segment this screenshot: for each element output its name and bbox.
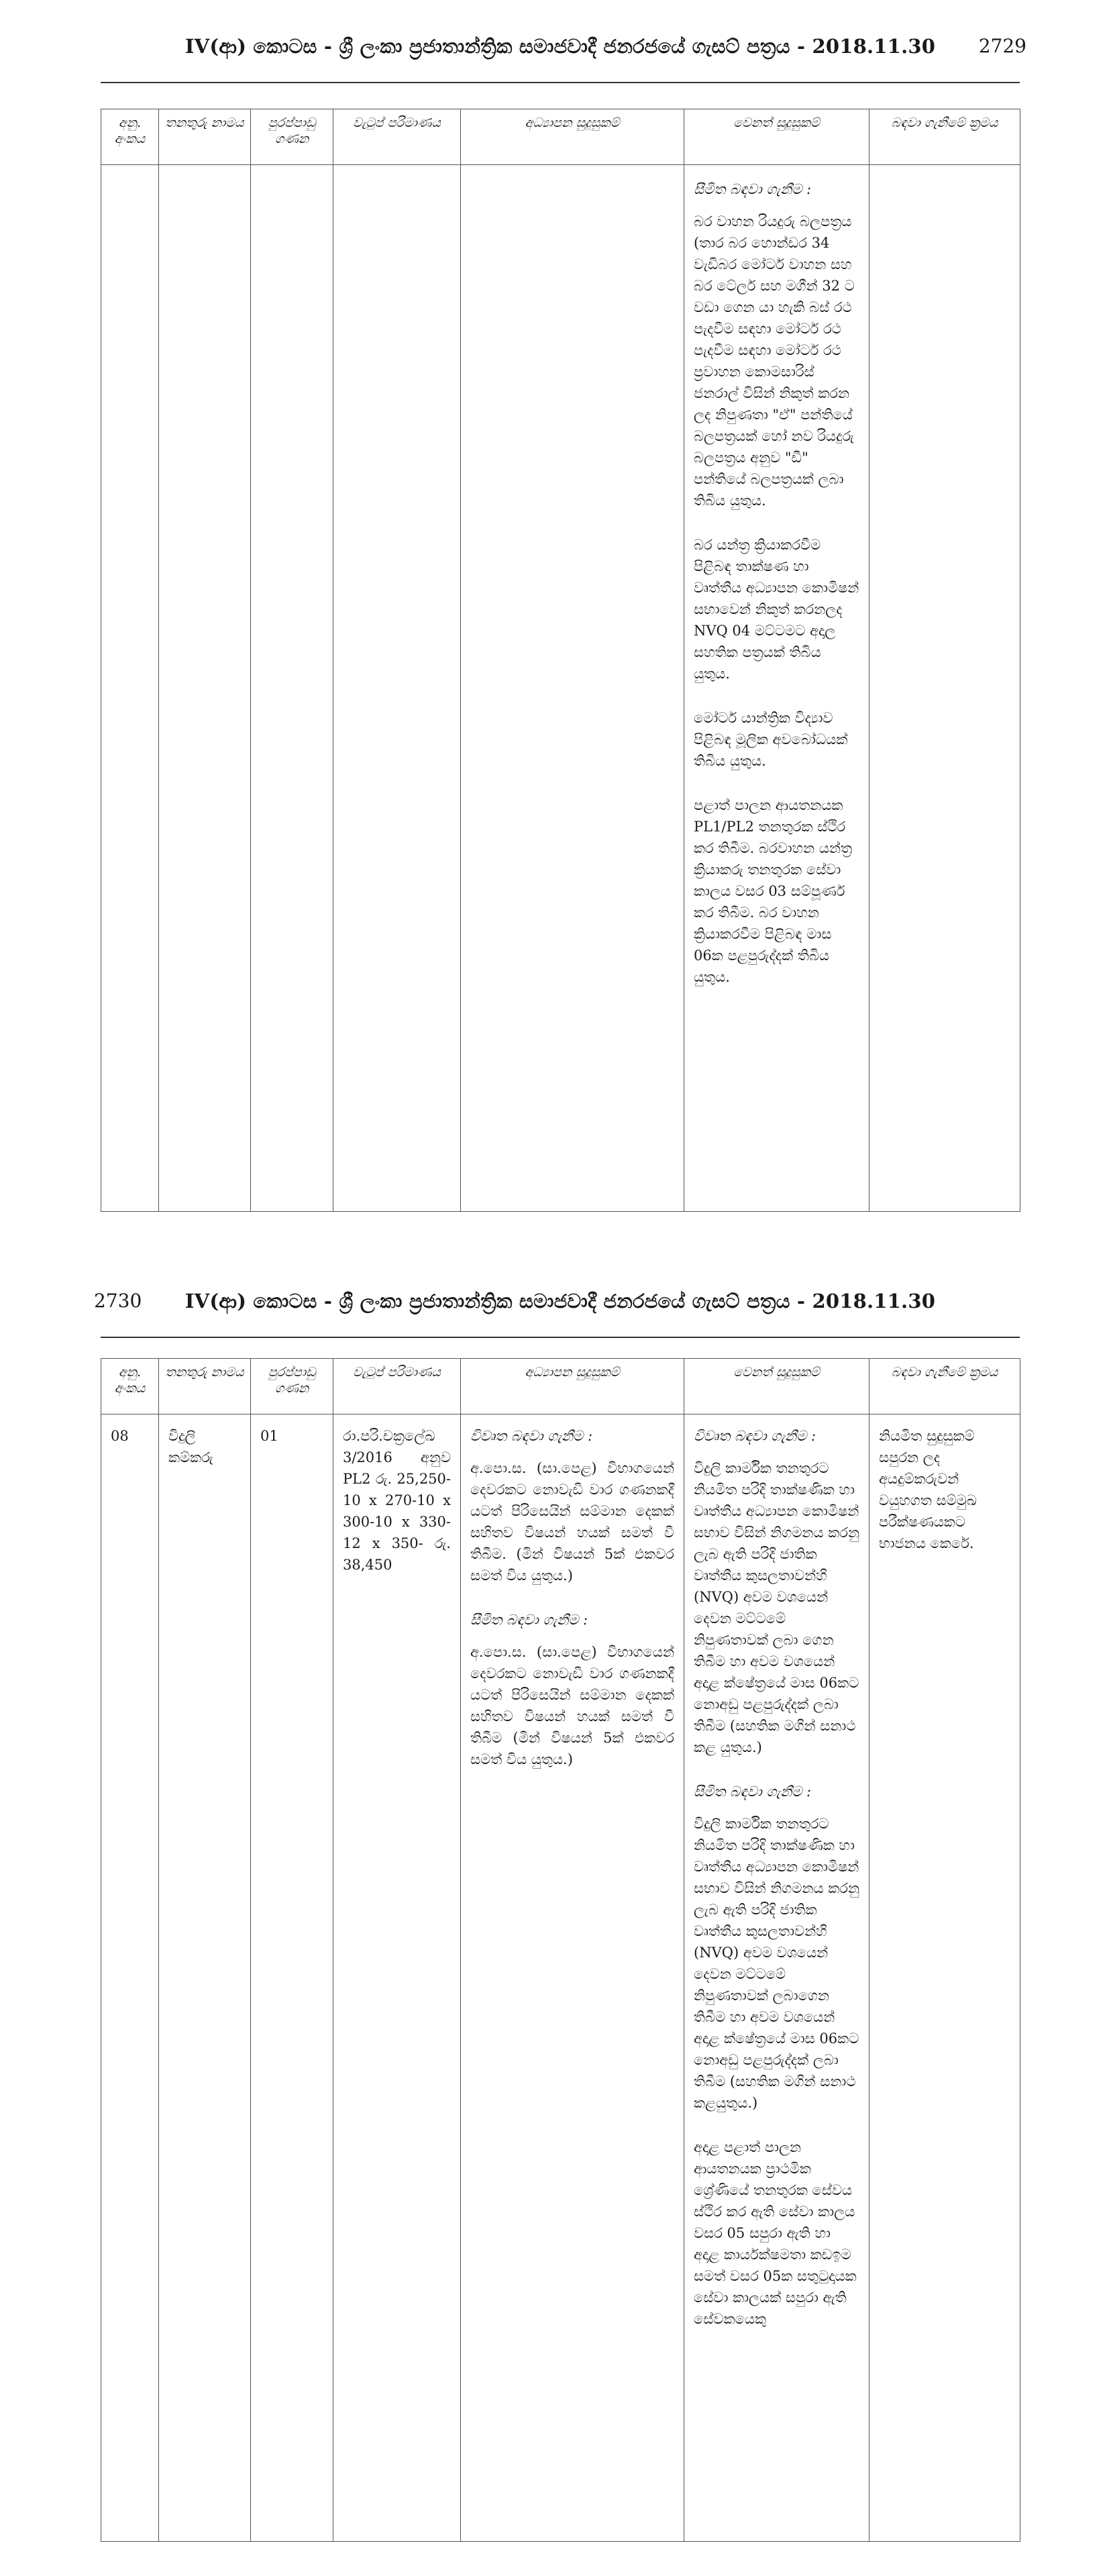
col-vacancies: පුරප්පාඩු ගණන bbox=[251, 109, 333, 165]
page-number: 2729 bbox=[978, 35, 1026, 57]
table-header-row bbox=[101, 109, 1020, 165]
header-rule bbox=[101, 1337, 1020, 1338]
col-post: තනතුරු නාමය bbox=[159, 109, 251, 165]
table-header-row bbox=[101, 1359, 1020, 1414]
other-limited-text: විදුලි කාර්මික තනතුරට නියමිත පරිදි තාක්ෂණික හා වෘත්තීය අධ්‍යාපන කොමිෂන් සභාව විසින් නිගමනය කරනු ලැබ ඇති පරිදි ජාතික වෘත්තීය කුසලතාවන්හි (NVQ) අවම වශයෙන් දෙවන මට්ටමේ නිපුණතාවක් ලබාගෙන තිබීම හා අවම වශයෙන් අදාළ ක්ෂේත්‍රයේ මාස 06කට නොඅඩු පළපුරුද්දක් ලබා තිබීම (සහතික මගින් සනාථ කළයුතුය.) bbox=[694, 1816, 860, 2111]
open-recruitment-heading: විවෘත බඳවා ගැනීම : bbox=[694, 1428, 816, 1444]
col-edu-qual: අධ්‍යාපන සුදුසුකම් bbox=[461, 109, 684, 165]
vacancies-cell: 01 bbox=[251, 1414, 333, 2542]
vacancy-table bbox=[101, 1358, 1020, 2542]
col-serial: අනු. අංකය bbox=[101, 109, 159, 165]
col-edu-qual: අධ්‍යාපන සුදුසුකම් bbox=[461, 1359, 684, 1414]
other-qualifications-cell bbox=[684, 1414, 869, 2542]
recruitment-method-text: නියමිත සුදුසුකම් සපුරන ලද අයදුම්කරුවන් වයුහගත සම්මුඛ පරීක්ෂණයකට භාජනය කෙරේ. bbox=[879, 1428, 977, 1551]
limited-recruitment-heading: සීමිත බඳවා ගැනීම : bbox=[694, 181, 812, 197]
qual-paragraph: මෝටර් යාන්ත්‍රික විද්‍යාව පිළිබඳ මූලික අවබෝධයක් තිබිය යුතුය. bbox=[694, 710, 848, 769]
col-serial: අනු. අංකය bbox=[101, 1359, 159, 1414]
page-number: 2730 bbox=[94, 1290, 142, 1312]
header-title: IV(ආ) කොටස - ශ්‍රී ලංකා ප්‍රජාතාන්ත්‍රික සමාජවාදී ජනරජයේ ගැසට් පත්‍රය - 2018.11.30 bbox=[184, 1290, 936, 1312]
qual-paragraph: පළාත් පාලන ආයතනයක PL1/PL2 තනතුරක ස්ථිර කර තිබීම. බරවාහන යන්ත්‍ර ක්‍රියාකරු තනතුරක සේවා කාලය වසර 03 සම්පූර්ණ කර තිබීම. බර වාහන ක්‍රියාකරවීම පිළිබඳ මාස 06ක පළපුරුද්දක් තිබිය යුතුය. bbox=[694, 797, 853, 985]
col-method: බඳවා ගැනීමේ ක්‍රමය bbox=[869, 109, 1020, 165]
edu-open-text: අ.පො.ස. (සා.පෙළ) විභාගයෙන් දෙවරකට නොවැඩි වාර ගණනකදී යටත් පිරිසෙයින් සම්මාන දෙකක් සහිතව විෂයන් හයක් සමත් වී තිබීම. (මින් විෂයන් 5ක් එකවර සමත් විය යුතුය.) bbox=[470, 1460, 674, 1584]
salary-scale: රා.පරි.චක්‍රලේඛ 3/2016 අනුව PL2 රු. 25,250-10 x 270-10 x 300-10 x 330-12 x 350- රු. 38,450 bbox=[343, 1428, 451, 1573]
limited-recruitment-heading: සීමිත බඳවා ගැනීම : bbox=[470, 1612, 588, 1628]
vacancy-table bbox=[101, 109, 1020, 1212]
open-recruitment-heading: විවෘත බඳවා ගැනීම : bbox=[470, 1428, 593, 1444]
table-row bbox=[101, 1414, 1020, 2542]
table-row bbox=[101, 165, 1020, 1212]
header-rule bbox=[101, 82, 1020, 83]
page-header bbox=[101, 35, 1026, 75]
page-header bbox=[94, 1290, 1020, 1330]
col-other-qual: වෙනත් සුදුසුකම් bbox=[684, 109, 869, 165]
col-other-qual: වෙනත් සුදුසුකම් bbox=[684, 1359, 869, 1414]
col-method: බඳවා ගැනීමේ ක්‍රමය bbox=[869, 1359, 1020, 1414]
limited-recruitment-heading: සීමිත බඳවා ගැනීම : bbox=[694, 1784, 812, 1800]
education-cell bbox=[461, 1414, 684, 2542]
salary-cell bbox=[333, 1414, 461, 2542]
col-post: තනතුරු නාමය bbox=[159, 1359, 251, 1414]
other-qualifications-cell bbox=[684, 165, 869, 1212]
qual-paragraph: බර යන්ත්‍ර ක්‍රියාකරවීම පිළිබඳ තාක්ෂණ හා වෘත්තීය අධ්‍යාපන කොමිෂන් සභාවෙන් නිකුත් කරනලද NVQ 04 මට්ටමට අදාල සහතික පත්‍රයක් තිබිය යුතුය. bbox=[694, 537, 859, 682]
edu-limited-text: අ.පො.ස. (සා.පෙළ) විභාගයෙන් දෙවරකට නොවැඩි වාර ගණනකදී යටත් පිරිසෙයින් සම්මාන දෙකක් සහිතව විෂයන් හයක් සමත් වී තිබීම (මින් විෂයන් 5ක් එකවර සමත් විය යුතුය.) bbox=[470, 1644, 674, 1767]
qual-paragraph: බර වාහන රියදුරු බලපත්‍රය (තාර බර හොන්ඩර 34 වැඩිබර මෝටර් වාහන සහ බර ටේලර් සහ මගීන් 32 ට වඩා ගෙන යා හැකි බස් රථ පැදවීම සඳහා මෝටර් රථ පැදවීම සඳහා මෝටර් රථ ප්‍රවාහන කොමසාරිස් ජනරාල් විසින් නිකුත් කරන ලද නිපුණතා "ඒ" පන්තියේ බලපත්‍රයක් හෝ නව රියදුරු බලපත්‍රය අනුව "ඩී" පන්තියේ බලපත්‍රයක් ලබා තිබිය යුතුය. bbox=[694, 213, 855, 509]
serial-cell: 08 bbox=[101, 1414, 159, 2542]
col-salary: වැටුප් පරිමාණය bbox=[333, 1359, 461, 1414]
col-salary: වැටුප් පරිමාණය bbox=[333, 109, 461, 165]
other-open-text: විදුලි කාර්මික තනතුරට නියමිත පරිදි තාක්ෂණික හා වෘත්තීය අධ්‍යාපන කොමිෂන් සභාව විසින් නිගමනය කරනු ලැබ ඇති පරිදි ජාතික වෘත්තීය කුසලතාවන්හි (NVQ) අවම වශයෙන් දෙවන මට්ටමේ නිපුණතාවක් ලබා ගෙන තිබීම හා අවම වශයෙන් අදාළ ක්ෂේත්‍රයේ මාස 06කට නොඅඩු පළපුරුද්දක් ලබා තිබීම (සහතික මගින් සනාථ කළ යුතුය.) bbox=[694, 1460, 860, 1755]
header-title: IV(ආ) කොටස - ශ්‍රී ලංකා ප්‍රජාතාන්ත්‍රික සමාජවාදී ජනරජයේ ගැසට් පත්‍රය - 2018.11.30 bbox=[184, 35, 936, 58]
col-vacancies: පුරප්පාඩු ගණන bbox=[251, 1359, 333, 1414]
other-limited-text-2: අදාළ පළාත් පාලන ආයතනයක ප්‍රාථමික ශ්‍රේණියේ තනතුරක සේවය ස්ථිර කර ඇති සේවා කාලය වසර 05 සපුරා ඇති හා අදාළ කාර්යක්ෂමතා කඩඉම සමත් වසර 05ක සතුටුදායක සේවා කාලයක් සපුරා ඇති සේවකයෙකු bbox=[694, 2139, 857, 2327]
post-cell: විදුලි කම්කරු bbox=[159, 1414, 251, 2542]
method-cell bbox=[869, 1414, 1020, 2542]
